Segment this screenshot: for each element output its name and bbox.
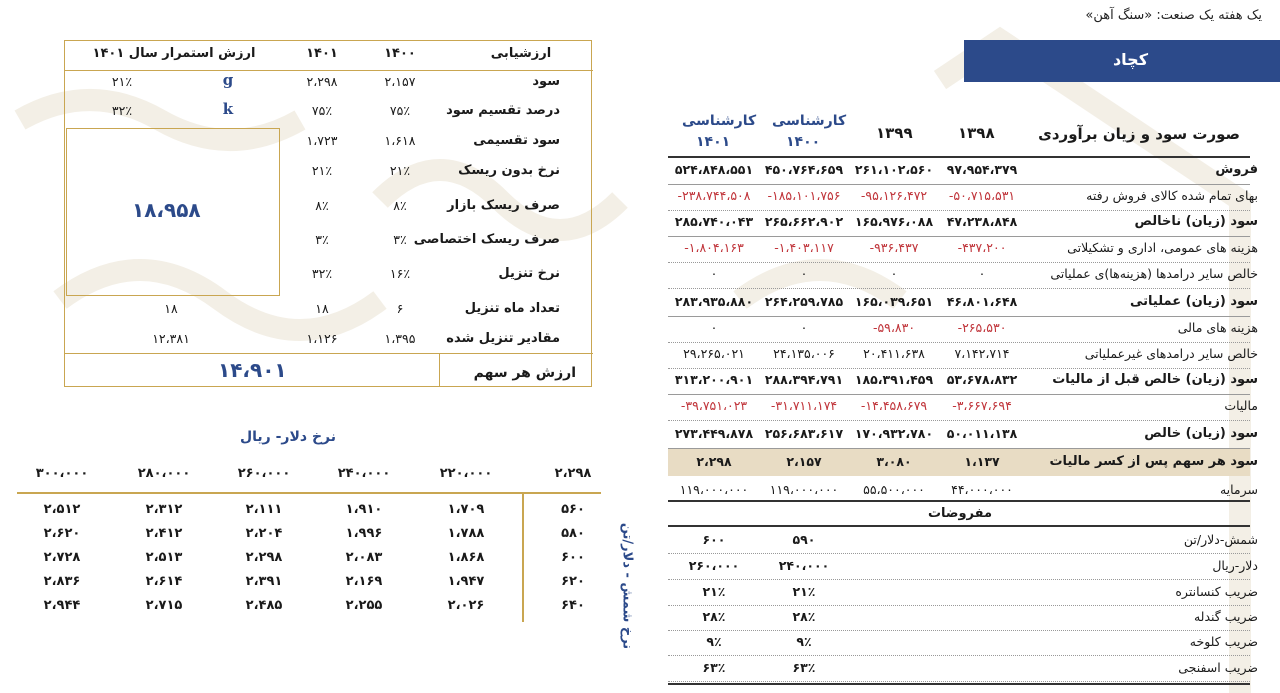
sensitivity-column-header: ۲۲۰،۰۰۰ — [439, 466, 493, 481]
assumption-separator — [668, 630, 1250, 631]
income-cell: -۳۹،۷۵۱،۰۲۳ — [680, 398, 748, 413]
val-row-label: صرف ریسک بازار — [447, 198, 560, 213]
income-row-label: سود (زیان) خالص قبل از مالیات — [1052, 372, 1258, 387]
assumption-label: ضریب کلوخه — [1189, 634, 1258, 649]
income-cell: ۲۶۴،۲۵۹،۷۸۵ — [764, 294, 844, 309]
assumption-1400: ۶۳٪ — [792, 660, 816, 675]
income-cell: ۲۸۵،۷۴۰،۰۴۳ — [674, 214, 754, 229]
income-cell: ۲۰،۴۱۱،۶۳۸ — [863, 346, 925, 361]
val-gk-value: ۳۲٪ — [111, 103, 133, 118]
assumption-separator — [668, 605, 1250, 606]
income-header-1401-b: ۱۴۰۱ — [696, 134, 731, 150]
income-cell: ۷،۱۴۲،۷۱۴ — [954, 346, 1010, 361]
capital-cell: ۴۴،۰۰۰،۰۰۰ — [951, 482, 1013, 497]
income-cell: ۲۹،۲۶۵،۰۲۱ — [683, 346, 745, 361]
capital-label: سرمایه — [1219, 482, 1258, 497]
income-row-separator — [668, 316, 1250, 317]
sensitivity-cell: ۲،۲۵۵ — [345, 598, 383, 613]
sensitivity-header-line — [17, 492, 601, 494]
income-cell: ۰ — [800, 266, 808, 281]
sensitivity-cell: ۲،۵۱۳ — [145, 550, 183, 565]
income-row-separator — [668, 236, 1250, 237]
val-header-terminal: ارزش استمرار سال ۱۴۰۱ — [92, 46, 256, 61]
income-cell: -۱۴،۴۵۸،۶۷۹ — [860, 398, 928, 413]
income-row-label: خالص سایر درامدهای غیرعملیاتی — [1084, 346, 1258, 361]
sensitivity-cell: ۲،۹۴۴ — [43, 598, 81, 613]
income-row-separator — [668, 394, 1250, 395]
val-row-1400: ۳٪ — [393, 232, 407, 247]
assumption-label: شمش-دلار/تن — [1183, 532, 1258, 547]
sensitivity-row-key: ۵۶۰ — [561, 502, 585, 517]
income-row-label: سود (زیان) ناخالص — [1134, 214, 1258, 229]
sensitivity-cell: ۲،۵۱۲ — [43, 502, 81, 517]
capital-cell: ۱۱۹،۰۰۰،۰۰۰ — [679, 482, 749, 497]
assumption-1400: ۲۱٪ — [792, 584, 816, 599]
income-cell: ۵۰،۰۱۱،۱۳۸ — [946, 426, 1018, 441]
sensitivity-row-key: ۵۸۰ — [561, 526, 585, 541]
val-row-1400: ۷۵٪ — [389, 103, 411, 118]
income-row-separator — [668, 342, 1250, 343]
sensitivity-title: نرخ دلار- ریال — [240, 429, 337, 445]
assumption-separator — [668, 579, 1250, 580]
income-row-label: سود (زیان) عملیاتی — [1129, 294, 1258, 309]
assumption-1401: ۶۳٪ — [702, 660, 726, 675]
eps-label: سود هر سهم پس از کسر مالیات — [1049, 454, 1258, 469]
val-row-1400: ۸٪ — [393, 198, 407, 213]
sensitivity-cell: ۱،۷۸۸ — [447, 526, 485, 541]
income-cell: ۳۱۳،۲۰۰،۹۰۱ — [674, 372, 754, 387]
sensitivity-row-key: ۶۲۰ — [561, 574, 585, 589]
val-row-label: نرخ تنزیل — [498, 266, 560, 281]
sensitivity-row-key: ۶۴۰ — [561, 598, 585, 613]
income-cell: ۲۸۸،۳۹۴،۷۹۱ — [764, 372, 844, 387]
income-row-label: فروش — [1215, 162, 1258, 177]
assumption-separator — [668, 655, 1250, 656]
income-cell: ۵۳،۶۷۸،۸۳۲ — [946, 372, 1018, 387]
income-row-separator — [668, 210, 1250, 211]
income-header-1399: ۱۳۹۹ — [876, 124, 913, 142]
sensitivity-cell: ۲،۸۳۶ — [43, 574, 81, 589]
assumptions-title: مفروضات — [927, 506, 993, 521]
income-cell: -۵۹،۸۳۰ — [872, 320, 916, 335]
income-cell: ۲۵۶،۶۸۳،۶۱۷ — [764, 426, 844, 441]
sensitivity-cell: ۱،۹۱۰ — [345, 502, 383, 517]
income-cell: ۲۶۱،۱۰۲،۵۶۰ — [854, 162, 934, 177]
income-cell: ۰ — [710, 266, 718, 281]
income-row-label: هزینه های عمومی، اداری و تشکیلاتی — [1067, 240, 1258, 255]
assumption-1401: ۹٪ — [706, 634, 722, 649]
income-cell: -۱،۴۰۳،۱۱۷ — [774, 240, 834, 255]
income-cell: ۵۲۴،۸۴۸،۵۵۱ — [674, 162, 754, 177]
income-row-label: هزینه های مالی — [1177, 320, 1258, 335]
assumption-1400: ۲۸٪ — [792, 609, 816, 624]
sensitivity-cell: ۱،۹۹۶ — [345, 526, 383, 541]
income-cell: ۴۵۰،۷۶۴،۶۵۹ — [764, 162, 844, 177]
assumption-1401: ۶۰۰ — [702, 532, 726, 547]
sensitivity-column-header: ۲۶۰،۰۰۰ — [237, 466, 291, 481]
income-cell: -۲۶۵،۵۳۰ — [957, 320, 1007, 335]
sensitivity-cell: ۲،۶۱۴ — [145, 574, 183, 589]
income-row-label: خالص سایر درامدها (هزینه‌ها)ی عملیاتی — [1050, 266, 1258, 281]
val-terminal-extra: ۱۲،۳۸۱ — [152, 331, 190, 346]
income-row-label: مالیات — [1224, 398, 1258, 413]
val-row-1401: ۱،۱۲۶ — [306, 331, 338, 346]
assumption-1400: ۵۹۰ — [792, 532, 816, 547]
income-header-1400-b: ۱۴۰۰ — [786, 134, 821, 150]
val-row-label: تعداد ماه تنزیل — [464, 301, 560, 316]
income-row-separator — [668, 184, 1250, 185]
income-cell: ۰ — [800, 320, 808, 335]
income-cell: -۵۰،۷۱۵،۵۳۱ — [948, 188, 1016, 203]
assumption-label: ضریب گندله — [1193, 609, 1258, 624]
income-cell: ۱۶۵،۹۷۶،۰۸۸ — [854, 214, 934, 229]
sensitivity-cell: ۲،۱۶۹ — [345, 574, 383, 589]
income-row-separator — [668, 368, 1250, 369]
val-row-label: سود تقسیمی — [473, 133, 560, 148]
income-cell: ۲۶۵،۶۶۲،۹۰۲ — [764, 214, 844, 229]
sensitivity-cell: ۲،۰۲۶ — [447, 598, 485, 613]
income-cell: -۹۳۶،۴۳۷ — [869, 240, 919, 255]
income-cell: ۴۷،۲۳۸،۸۴۸ — [946, 214, 1018, 229]
val-row-1401: ۸٪ — [315, 198, 329, 213]
sensitivity-cell: ۲،۳۱۲ — [145, 502, 183, 517]
income-cell: ۰ — [978, 266, 986, 281]
assumption-1401: ۲۶۰،۰۰۰ — [688, 558, 740, 573]
capital-cell: ۱۱۹،۰۰۰،۰۰۰ — [769, 482, 839, 497]
income-header-1401-a: کارشناسی — [682, 113, 757, 129]
assumption-1401: ۲۸٪ — [702, 609, 726, 624]
income-header-1398: ۱۳۹۸ — [958, 124, 995, 142]
val-row-label: مقادیر تنزیل شده — [446, 331, 560, 346]
assumption-label: دلار-ریال — [1212, 558, 1258, 573]
income-cell: ۲۸۳،۹۳۵،۸۸۰ — [674, 294, 754, 309]
val-row-1401: ۲۱٪ — [311, 163, 333, 178]
assumption-1400: ۹٪ — [796, 634, 812, 649]
assumption-separator — [668, 681, 1250, 682]
income-title: صورت سود و زیان برآوردی — [1038, 125, 1240, 143]
income-cell: ۴۶،۸۰۱،۶۴۸ — [946, 294, 1018, 309]
income-row-label: سود (زیان) خالص — [1144, 426, 1258, 441]
sensitivity-cell: ۱،۸۶۸ — [447, 550, 485, 565]
income-cell: ۲۷۳،۴۴۹،۸۷۸ — [674, 426, 754, 441]
income-cell: -۳،۶۶۷،۶۹۴ — [952, 398, 1012, 413]
val-row-1400: ۶ — [396, 301, 404, 316]
val-row-label: نرخ بدون ریسک — [458, 163, 560, 178]
sensitivity-cell: ۲،۳۹۱ — [245, 574, 283, 589]
val-header-title: ارزشیابی — [490, 46, 552, 61]
val-row-1400: ۱،۶۱۸ — [384, 133, 416, 148]
sensitivity-cell: ۱،۷۰۹ — [447, 502, 485, 517]
sensitivity-cell: ۲،۰۸۳ — [345, 550, 383, 565]
income-cell: -۲۳۸،۷۴۴،۵۰۸ — [677, 188, 751, 203]
eps-cell: ۳،۰۸۰ — [876, 454, 912, 469]
company-name: کچاد — [1112, 50, 1148, 69]
sensitivity-cell: ۲،۴۸۵ — [245, 598, 283, 613]
val-row-1401: ۳٪ — [315, 232, 329, 247]
val-header-1401: ۱۴۰۱ — [306, 46, 338, 61]
per-share-value: ۱۴،۹۰۱ — [218, 358, 287, 382]
income-cell: ۱۶۵،۰۳۹،۶۵۱ — [854, 294, 934, 309]
income-row-separator — [668, 288, 1250, 289]
val-gk-symbol: g — [222, 71, 234, 89]
income-row-separator — [668, 448, 1250, 449]
sensitivity-key-line — [522, 494, 524, 622]
assumption-1401: ۲۱٪ — [702, 584, 726, 599]
income-header-1400-a: کارشناسی — [772, 113, 847, 129]
assumption-1400: ۲۴۰،۰۰۰ — [778, 558, 830, 573]
val-row-1401: ۳۲٪ — [311, 266, 333, 281]
sensitivity-cell: ۲،۱۱۱ — [245, 502, 283, 517]
income-cell: ۲۴،۱۳۵،۰۰۶ — [773, 346, 835, 361]
income-cell: -۳۱،۷۱۱،۱۷۴ — [770, 398, 838, 413]
val-row-1401: ۱۸ — [315, 301, 329, 316]
sensitivity-column-header: ۲۴۰،۰۰۰ — [337, 466, 391, 481]
assumption-label: ضریب کنسانتره — [1175, 584, 1258, 599]
sensitivity-cell: ۲،۷۲۸ — [43, 550, 81, 565]
assumption-separator — [668, 553, 1250, 554]
val-gk-value: ۲۱٪ — [111, 74, 133, 89]
val-row-1401: ۱،۷۲۳ — [306, 133, 338, 148]
sensitivity-cell: ۲،۷۱۵ — [145, 598, 183, 613]
income-cell: ۹۷،۹۵۴،۳۷۹ — [946, 162, 1018, 177]
terminal-value: ۱۸،۹۵۸ — [132, 198, 201, 222]
assumption-label: ضریب اسفنجی — [1178, 660, 1258, 675]
income-cell: -۴۳۷،۲۰۰ — [957, 240, 1007, 255]
eps-cell: ۲،۲۹۸ — [696, 454, 732, 469]
income-row-separator — [668, 262, 1250, 263]
val-row-label: سود — [532, 74, 560, 89]
sensitivity-side-label: نرخ شمش - دلار/تن — [619, 522, 635, 650]
eps-cell: ۱،۱۳۷ — [964, 454, 1000, 469]
income-cell: ۰ — [710, 320, 718, 335]
val-gk-symbol: k — [222, 100, 234, 118]
income-cell: -۹۵،۱۲۶،۴۷۲ — [860, 188, 928, 203]
per-share-label: ارزش هر سهم — [473, 365, 576, 381]
val-row-label: درصد تقسیم سود — [446, 103, 560, 118]
sensitivity-cell: ۲،۲۹۸ — [245, 550, 283, 565]
sensitivity-corner: ۲،۲۹۸ — [554, 466, 592, 481]
val-row-label: صرف ریسک اختصاصی — [413, 232, 560, 247]
sensitivity-cell: ۱،۹۴۷ — [447, 574, 485, 589]
eps-cell: ۲،۱۵۷ — [786, 454, 822, 469]
company-header-bar — [964, 40, 1280, 82]
income-cell: ۱۸۵،۳۹۱،۴۵۹ — [854, 372, 934, 387]
income-row-label: بهای تمام شده کالای فروش رفته — [1086, 188, 1258, 203]
val-row-1400: ۲،۱۵۷ — [384, 74, 416, 89]
income-cell: ۰ — [890, 266, 898, 281]
sensitivity-cell: ۲،۴۱۲ — [145, 526, 183, 541]
sensitivity-column-header: ۲۸۰،۰۰۰ — [137, 466, 191, 481]
income-cell: -۱۸۵،۱۰۱،۷۵۶ — [767, 188, 841, 203]
val-row-1400: ۱،۳۹۵ — [384, 331, 416, 346]
val-terminal-extra: ۱۸ — [164, 301, 178, 316]
sensitivity-cell: ۲،۲۰۴ — [245, 526, 283, 541]
val-row-1401: ۷۵٪ — [311, 103, 333, 118]
val-row-1400: ۱۶٪ — [389, 266, 411, 281]
val-row-1400: ۲۱٪ — [389, 163, 411, 178]
sensitivity-column-header: ۳۰۰،۰۰۰ — [35, 466, 89, 481]
val-header-1400: ۱۴۰۰ — [384, 46, 416, 61]
income-cell: ۱۷۰،۹۳۲،۷۸۰ — [854, 426, 934, 441]
sensitivity-cell: ۲،۶۲۰ — [43, 526, 81, 541]
income-row-separator — [668, 420, 1250, 421]
val-row-1401: ۲،۲۹۸ — [306, 74, 338, 89]
page-caption: یک هفته یک صنعت: «سنگ آهن» — [1085, 8, 1262, 23]
income-cell: -۱،۸۰۴،۱۶۳ — [684, 240, 744, 255]
capital-cell: ۵۵،۵۰۰،۰۰۰ — [863, 482, 925, 497]
sensitivity-row-key: ۶۰۰ — [561, 550, 585, 565]
